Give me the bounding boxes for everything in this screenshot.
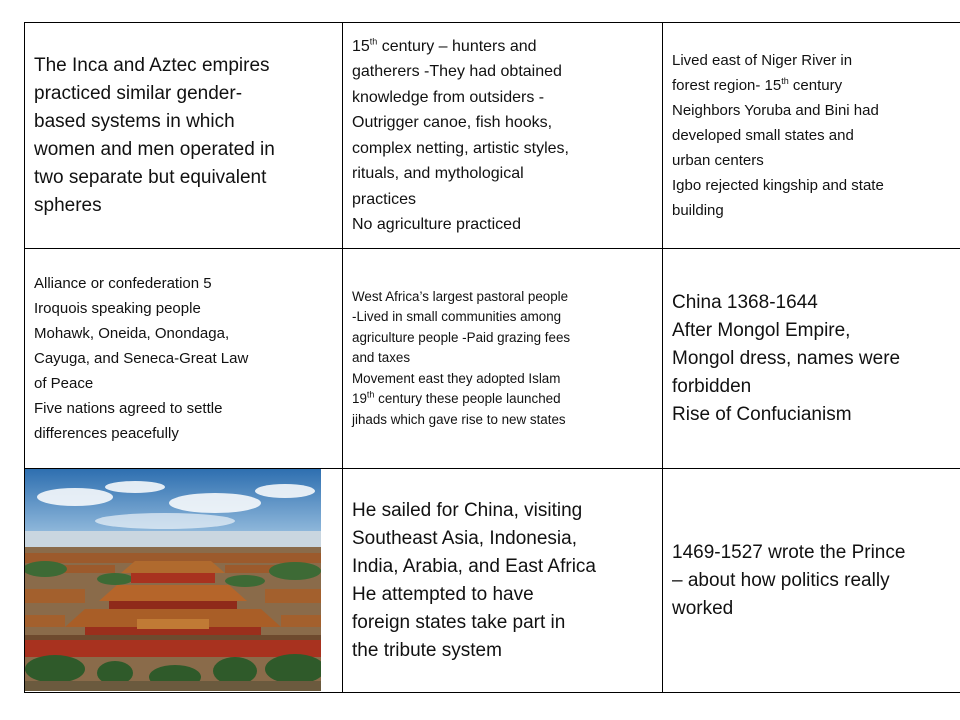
cell-line bbox=[352, 389, 652, 410]
wall-cap bbox=[25, 635, 321, 640]
cell-line: Five nations agreed to settle bbox=[34, 400, 223, 417]
cell-line: building bbox=[672, 202, 724, 219]
superscript: th bbox=[369, 36, 378, 47]
superscript: th bbox=[781, 76, 789, 86]
cell-line: gatherers -They had obtained bbox=[352, 63, 562, 80]
cell-china-ming bbox=[663, 249, 960, 469]
cell-text: 15 bbox=[352, 37, 370, 55]
cell-line: After Mongol Empire, bbox=[672, 319, 851, 341]
cell-line: Outrigger canoe, fish hooks, bbox=[352, 114, 553, 131]
cell-line: jihads which gave rise to new states bbox=[352, 411, 566, 427]
red-wall bbox=[25, 639, 321, 657]
cell-line: Cayuga, and Seneca-Great Law bbox=[34, 350, 249, 367]
cell-line: He sailed for China, visiting bbox=[352, 499, 583, 521]
cell-line: He attempted to have bbox=[352, 583, 534, 605]
table-row bbox=[25, 469, 960, 693]
cell-pastoral-people bbox=[343, 249, 663, 469]
cell-line: 1469-1527 wrote the Prince bbox=[672, 541, 906, 563]
superscript: th bbox=[366, 389, 375, 400]
cell-line: practiced similar gender- bbox=[34, 82, 243, 104]
cell-line: urban centers bbox=[672, 152, 764, 169]
cell-line: knowledge from outsiders - bbox=[352, 88, 545, 106]
cell-text: century – hunters and bbox=[377, 37, 537, 55]
cell-line: spheres bbox=[34, 194, 102, 216]
cell-line: Lived east of Niger River in bbox=[672, 52, 853, 69]
cell-line: Iroquois speaking people bbox=[34, 300, 201, 317]
cell-inca-aztec bbox=[25, 23, 343, 249]
cell-line: Mohawk, Oneida, Onondaga, bbox=[34, 325, 230, 342]
cell-line: The Inca and Aztec empires bbox=[34, 54, 270, 76]
cell-text: forest region- 15 bbox=[672, 77, 782, 94]
cell-line: China 1368-1644 bbox=[672, 291, 818, 313]
cell-photo bbox=[25, 469, 343, 693]
cell-line: complex netting, artistic styles, bbox=[352, 139, 569, 157]
table-row bbox=[25, 249, 960, 469]
cell-line: based systems in which bbox=[34, 110, 235, 132]
cell-text: 19 bbox=[352, 391, 367, 407]
cell-hunters-gatherers bbox=[343, 23, 663, 249]
cell-line: forbidden bbox=[672, 375, 752, 397]
cell-line: women and men operated in bbox=[34, 138, 275, 160]
cell-text: century bbox=[788, 77, 843, 94]
cell-line: of Peace bbox=[34, 375, 94, 392]
table-row bbox=[25, 23, 960, 249]
cell-line: practices bbox=[352, 190, 417, 208]
info-table bbox=[24, 22, 960, 693]
cell-line: foreign states take part in bbox=[352, 611, 566, 633]
cell-line bbox=[352, 34, 652, 60]
cell-line: the tribute system bbox=[352, 639, 502, 661]
cell-line: differences peacefully bbox=[34, 425, 179, 442]
cell-line: developed small states and bbox=[672, 127, 854, 144]
cell-line: Southeast Asia, Indonesia, bbox=[352, 527, 577, 549]
cell-line: worked bbox=[672, 597, 734, 619]
cell-line: No agriculture practiced bbox=[352, 216, 521, 233]
cell-machiavelli bbox=[663, 469, 960, 693]
cell-iroquois bbox=[25, 249, 343, 469]
cell-zheng-he bbox=[343, 469, 663, 693]
cell-line: rituals, and mythological bbox=[352, 165, 524, 182]
cell-line: two separate but equivalent bbox=[34, 166, 267, 188]
cell-line: Mongol dress, names were bbox=[672, 347, 901, 369]
cell-line: Alliance or confederation 5 bbox=[34, 275, 212, 292]
forbidden-city-photo bbox=[25, 469, 321, 691]
cell-line: -Lived in small communities among bbox=[352, 309, 562, 325]
cell-line: – about how politics really bbox=[672, 569, 890, 591]
foreground bbox=[25, 681, 321, 691]
cell-line: Neighbors Yoruba and Bini had bbox=[672, 102, 879, 119]
cell-line: West Africa’s largest pastoral people bbox=[352, 288, 569, 304]
cell-line bbox=[672, 73, 960, 98]
cell-line: Rise of Confucianism bbox=[672, 403, 852, 425]
cell-line: Movement east they adopted Islam bbox=[352, 370, 561, 386]
cell-igbo bbox=[663, 23, 960, 249]
cell-line: India, Arabia, and East Africa bbox=[352, 555, 596, 577]
cell-text: century these people launched bbox=[374, 391, 561, 407]
gate-roof bbox=[137, 619, 209, 629]
cell-line: agriculture people -Paid grazing fees bbox=[352, 329, 571, 345]
cell-line: Igbo rejected kingship and state bbox=[672, 177, 884, 194]
cell-line: and taxes bbox=[352, 350, 411, 366]
